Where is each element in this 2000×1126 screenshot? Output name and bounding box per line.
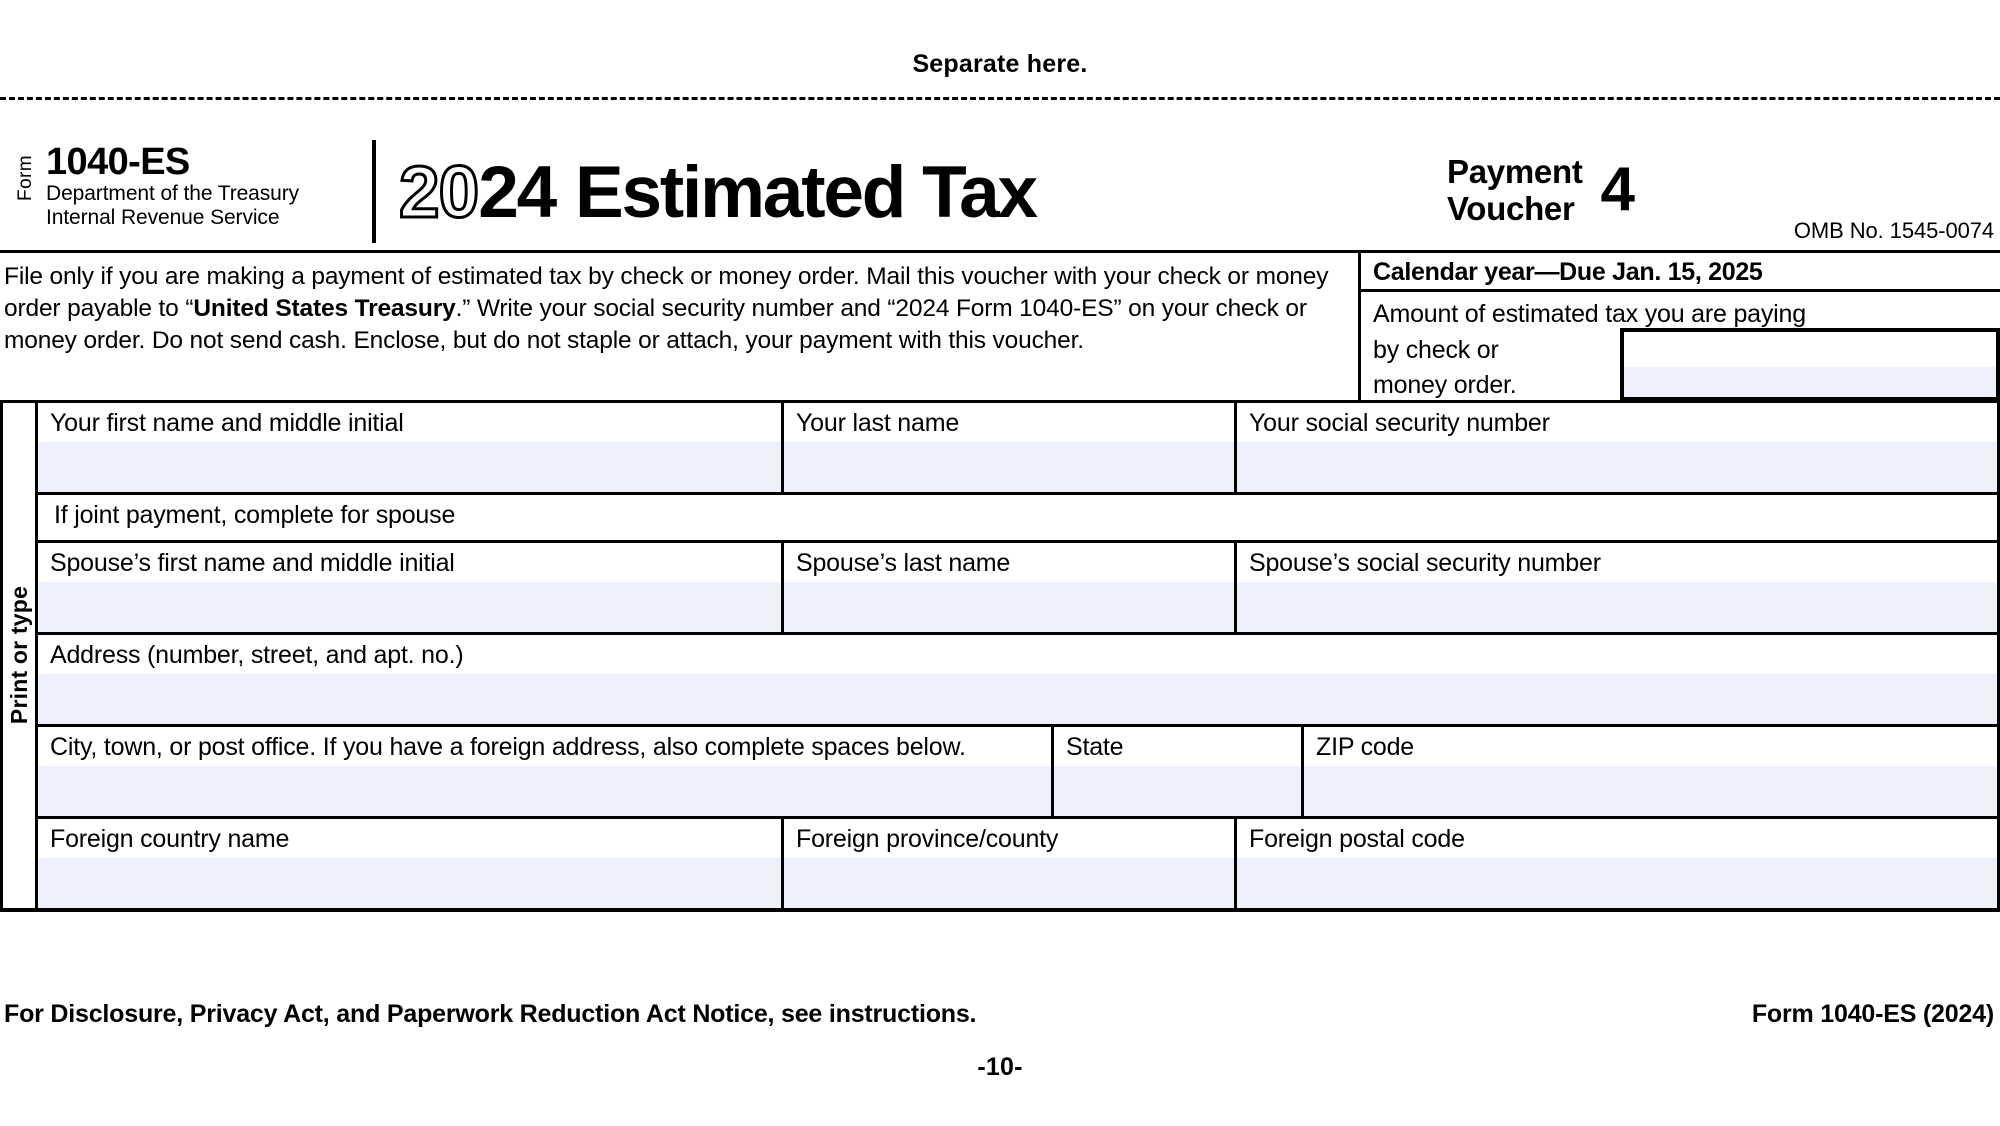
field-label: Your last name — [784, 403, 1234, 442]
instructions-part-1: File only if you are making a payment of estimated tax by check or money order. Mail this voucher with your check or money order payable to “ — [4, 263, 1329, 323]
voucher-number: 4 — [1600, 154, 1635, 224]
omb-number: OMB No. 1545-0074 — [1793, 218, 1994, 243]
payment-voucher-line-1: Payment — [1447, 153, 1583, 191]
print-or-type-label: Print or type — [5, 586, 32, 725]
form-title-words: Estimated Tax — [575, 152, 1036, 233]
form-identity-text — [46, 143, 299, 230]
amount-entry-area — [1361, 292, 2000, 397]
amount-input-fill[interactable] — [1624, 367, 1996, 397]
field-city[interactable] — [38, 727, 1054, 816]
amount-label-line-1: Amount of estimated tax you are paying — [1373, 300, 1806, 328]
form-word-label: Form — [15, 155, 36, 201]
department-line-1: Department of the Treasury — [46, 181, 300, 205]
filing-instructions — [0, 253, 1358, 400]
field-label: Foreign country name — [38, 819, 781, 858]
voucher-header — [0, 135, 2000, 250]
field-last-name[interactable] — [784, 403, 1237, 492]
field-zip-code[interactable] — [1304, 727, 1997, 816]
instructions-payee-bold: United States Treasury — [193, 295, 456, 323]
payment-voucher-line-2: Voucher — [1447, 189, 1575, 227]
print-or-type-spine — [0, 403, 38, 908]
table-row — [38, 727, 1997, 819]
field-label: Foreign province/county — [784, 819, 1234, 858]
field-label: Foreign postal code — [1237, 819, 1997, 858]
field-foreign-country[interactable] — [38, 819, 784, 908]
table-row — [38, 543, 1997, 635]
voucher-footer — [0, 1000, 2000, 1082]
field-label: Spouse’s last name — [784, 543, 1234, 582]
form-identity-block — [0, 135, 372, 250]
field-label: Spouse’s social security number — [1237, 543, 1997, 582]
table-row — [38, 819, 1997, 908]
form-number: 1040-ES — [46, 141, 190, 183]
joint-payment-note-row — [38, 495, 1997, 543]
field-spouse-ssn[interactable] — [1237, 543, 1997, 632]
form-title-block — [376, 135, 1357, 250]
payment-voucher — [0, 135, 2000, 912]
joint-payment-note — [38, 495, 1997, 540]
field-label: Your first name and middle initial — [38, 403, 781, 442]
instructions-band — [0, 250, 2000, 400]
year-prefix-outline: 20 — [399, 152, 479, 233]
taxpayer-entry-grid — [0, 400, 2000, 912]
field-label: City, town, or post office. If you have a foreign address, also complete spaces below. — [38, 727, 1051, 766]
table-row — [38, 635, 1997, 727]
form-reference: Form 1040-ES (2024) — [1751, 1000, 1994, 1028]
separate-here-banner — [0, 52, 2000, 77]
filing-instructions-text — [4, 261, 1346, 357]
field-address[interactable] — [38, 635, 1997, 724]
field-label: Address (number, street, and apt. no.) — [38, 635, 1997, 674]
field-spouse-first-name[interactable] — [38, 543, 784, 632]
field-label: ZIP code — [1304, 727, 1997, 766]
calendar-year-due-date: Calendar year—Due Jan. 15, 2025 — [1373, 258, 1763, 286]
separate-here-text: Separate here. — [912, 50, 1088, 78]
disclosure-notice: For Disclosure, Privacy Act, and Paperwork Reduction Act Notice, see instructions. — [4, 1000, 977, 1028]
field-label: If joint payment, complete for spouse — [38, 495, 1997, 534]
field-label: Your social security number — [1237, 403, 1997, 442]
payment-voucher-words — [1447, 154, 1582, 227]
table-row — [38, 403, 1997, 495]
page-number: -10- — [977, 1053, 1023, 1081]
amount-label-line-2: by check or — [1373, 335, 1499, 364]
field-label: Spouse’s first name and middle initial — [38, 543, 781, 582]
field-first-name[interactable] — [38, 403, 784, 492]
perforation-dashed-line — [0, 97, 2000, 100]
entry-grid-body — [38, 403, 2000, 908]
field-state[interactable] — [1054, 727, 1304, 816]
department-line-2: Internal Revenue Service — [46, 206, 280, 230]
form-title — [399, 152, 1036, 233]
year-suffix-solid: 24 — [478, 152, 556, 233]
amount-panel — [1358, 253, 2000, 400]
field-foreign-postal-code[interactable] — [1237, 819, 1997, 908]
footer-row — [0, 1000, 2000, 1029]
instructions-part-2: .” Write your social security number and “2024 Form 1040-ES” on your check or money order. Do not send cash. Enclose, but do not staple or attach, your payment with this voucher. — [4, 295, 1307, 355]
amount-label-line-3: money order. — [1373, 371, 1517, 399]
amount-input-box[interactable] — [1620, 328, 2000, 401]
field-spouse-last-name[interactable] — [784, 543, 1237, 632]
payment-voucher-block — [1357, 135, 1635, 250]
field-ssn[interactable] — [1237, 403, 1997, 492]
calendar-year-bar — [1361, 253, 2000, 292]
omb-block — [1635, 135, 2000, 250]
field-foreign-province[interactable] — [784, 819, 1237, 908]
field-label: State — [1054, 727, 1301, 766]
